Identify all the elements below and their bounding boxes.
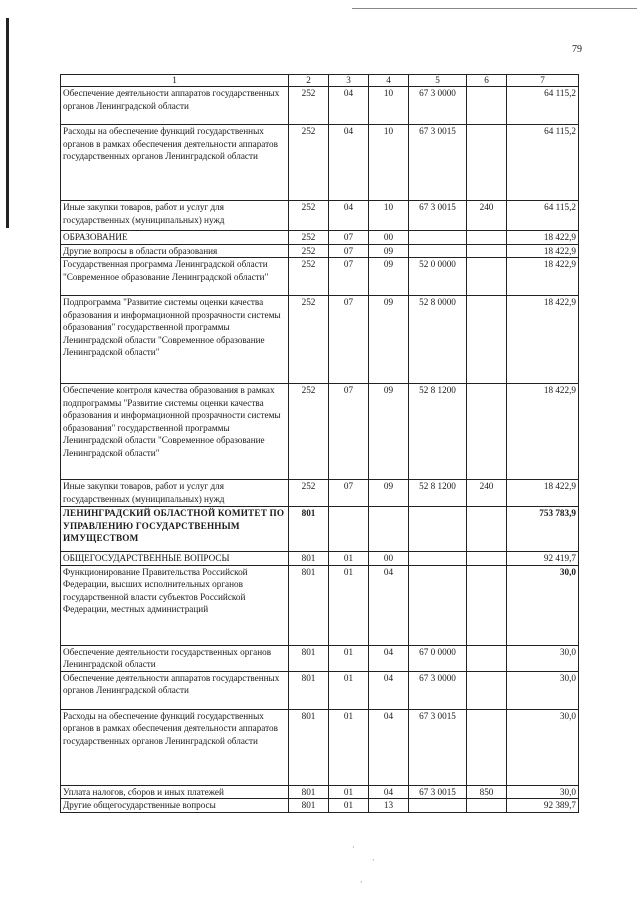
row-name-cell: Обеспечение деятельности аппаратов государственных органов Ленинградской области bbox=[61, 87, 289, 125]
row-name-cell: Обеспечение деятельности государственных органов Ленинградской области bbox=[61, 645, 289, 671]
table-row bbox=[61, 258, 579, 296]
row-section-code: 07 bbox=[329, 258, 369, 296]
row-ministry-code: 252 bbox=[289, 201, 329, 231]
row-subsection-code: 10 bbox=[369, 201, 409, 231]
row-ministry-code: 252 bbox=[289, 231, 329, 245]
row-expense-type bbox=[467, 125, 507, 201]
row-section-code: 01 bbox=[329, 671, 369, 709]
row-amount: 18 422,9 bbox=[507, 296, 579, 384]
row-subsection-code: 00 bbox=[369, 231, 409, 245]
row-section-code bbox=[329, 507, 369, 552]
row-target-article: 52 8 1200 bbox=[409, 480, 467, 507]
row-expense-type bbox=[467, 87, 507, 125]
row-amount: 64 115,2 bbox=[507, 87, 579, 125]
row-name-cell: Расходы на обеспечение функций государственных органов в рамках обеспечения деятельности аппаратов государственных органов Ленинградской области bbox=[61, 709, 289, 785]
table-row bbox=[61, 125, 579, 201]
row-expense-type bbox=[467, 258, 507, 296]
row-expense-type bbox=[467, 384, 507, 480]
row-section-code: 07 bbox=[329, 244, 369, 258]
row-name-cell: ОБРАЗОВАНИЕ bbox=[61, 231, 289, 245]
row-target-article: 67 3 0015 bbox=[409, 709, 467, 785]
row-name-cell: ЛЕНИНГРАДСКИЙ ОБЛАСТНОЙ КОМИТЕТ ПО УПРАВЛЕНИЮ ГОСУДАРСТВЕННЫМ ИМУЩЕСТВОМ bbox=[61, 507, 289, 552]
table-row bbox=[61, 645, 579, 671]
header-cell: 7 bbox=[507, 75, 579, 87]
row-name-cell: Функционирование Правительства Российской Федерации, высших исполнительных органов государственной власти субъектов Российской Федерации, местных администраций bbox=[61, 565, 289, 645]
row-target-article: 67 3 0000 bbox=[409, 671, 467, 709]
row-subsection-code: 09 bbox=[369, 258, 409, 296]
row-amount: 92 419,7 bbox=[507, 552, 579, 566]
row-amount: 30,0 bbox=[507, 671, 579, 709]
row-section-code: 04 bbox=[329, 201, 369, 231]
row-section-code: 04 bbox=[329, 125, 369, 201]
budget-table bbox=[60, 74, 579, 813]
row-target-article: 52 0 0000 bbox=[409, 258, 467, 296]
row-section-code: 01 bbox=[329, 799, 369, 813]
row-amount: 64 115,2 bbox=[507, 125, 579, 201]
row-ministry-code: 252 bbox=[289, 296, 329, 384]
row-subsection-code: 10 bbox=[369, 87, 409, 125]
row-target-article: 52 8 0000 bbox=[409, 296, 467, 384]
row-section-code: 01 bbox=[329, 785, 369, 799]
row-section-code: 07 bbox=[329, 384, 369, 480]
scan-edge-mark bbox=[6, 18, 9, 228]
table-row bbox=[61, 201, 579, 231]
table-row bbox=[61, 384, 579, 480]
row-expense-type bbox=[467, 645, 507, 671]
row-subsection-code: 04 bbox=[369, 565, 409, 645]
table-row bbox=[61, 507, 579, 552]
table-row bbox=[61, 671, 579, 709]
row-name-cell: Государственная программа Ленинградской области "Современное образование Ленинградской области" bbox=[61, 258, 289, 296]
row-ministry-code: 801 bbox=[289, 785, 329, 799]
row-expense-type: 240 bbox=[467, 201, 507, 231]
row-target-article bbox=[409, 552, 467, 566]
row-name-cell: Иные закупки товаров, работ и услуг для государственных (муниципальных) нужд bbox=[61, 201, 289, 231]
row-amount: 92 389,7 bbox=[507, 799, 579, 813]
row-target-article: 67 3 0015 bbox=[409, 201, 467, 231]
row-subsection-code: 09 bbox=[369, 384, 409, 480]
row-subsection-code: 09 bbox=[369, 480, 409, 507]
row-expense-type bbox=[467, 565, 507, 645]
row-ministry-code: 801 bbox=[289, 709, 329, 785]
row-name-cell: Обеспечение деятельности аппаратов государственных органов Ленинградской области bbox=[61, 671, 289, 709]
row-ministry-code: 801 bbox=[289, 565, 329, 645]
row-amount: 30,0 bbox=[507, 645, 579, 671]
row-amount: 18 422,9 bbox=[507, 384, 579, 480]
row-section-code: 01 bbox=[329, 709, 369, 785]
row-expense-type bbox=[467, 552, 507, 566]
row-subsection-code: 04 bbox=[369, 785, 409, 799]
table-row bbox=[61, 480, 579, 507]
row-subsection-code: 04 bbox=[369, 645, 409, 671]
row-section-code: 01 bbox=[329, 552, 369, 566]
row-name-cell: Уплата налогов, сборов и иных платежей bbox=[61, 785, 289, 799]
row-name-cell: Другие общегосударственные вопросы bbox=[61, 799, 289, 813]
row-amount: 30,0 bbox=[507, 709, 579, 785]
row-ministry-code: 801 bbox=[289, 552, 329, 566]
table-row bbox=[61, 799, 579, 813]
row-section-code: 01 bbox=[329, 565, 369, 645]
row-expense-type bbox=[467, 671, 507, 709]
row-target-article: 67 0 0000 bbox=[409, 645, 467, 671]
table-header-row bbox=[61, 75, 579, 87]
row-section-code: 04 bbox=[329, 87, 369, 125]
row-ministry-code: 252 bbox=[289, 384, 329, 480]
row-section-code: 01 bbox=[329, 645, 369, 671]
row-amount: 18 422,9 bbox=[507, 244, 579, 258]
row-target-article bbox=[409, 507, 467, 552]
scan-speck: · bbox=[360, 878, 363, 887]
row-expense-type bbox=[467, 296, 507, 384]
header-cell: 2 bbox=[289, 75, 329, 87]
row-target-article: 67 3 0015 bbox=[409, 125, 467, 201]
row-target-article bbox=[409, 244, 467, 258]
header-cell: 5 bbox=[409, 75, 467, 87]
row-amount: 753 783,9 bbox=[507, 507, 579, 552]
row-name-cell: Расходы на обеспечение функций государственных органов в рамках обеспечения деятельности аппаратов государственных органов Ленинградской области bbox=[61, 125, 289, 201]
row-target-article: 67 3 0000 bbox=[409, 87, 467, 125]
row-expense-type bbox=[467, 231, 507, 245]
scan-speck: · bbox=[352, 843, 355, 852]
row-subsection-code: 10 bbox=[369, 125, 409, 201]
row-target-article bbox=[409, 231, 467, 245]
row-expense-type bbox=[467, 244, 507, 258]
row-name-cell: Иные закупки товаров, работ и услуг для государственных (муниципальных) нужд bbox=[61, 480, 289, 507]
row-subsection-code: 09 bbox=[369, 296, 409, 384]
header-cell: 3 bbox=[329, 75, 369, 87]
row-section-code: 07 bbox=[329, 231, 369, 245]
row-name-cell: Подпрограмма "Развитие системы оценки качества образования и информационной прозрачности системы образования" государственной программы Ленинградской области "Современное образование Ленинградской области" bbox=[61, 296, 289, 384]
row-target-article bbox=[409, 565, 467, 645]
row-amount: 18 422,9 bbox=[507, 231, 579, 245]
row-amount: 18 422,9 bbox=[507, 480, 579, 507]
row-target-article bbox=[409, 799, 467, 813]
scan-speck: ` bbox=[372, 858, 375, 867]
row-amount: 18 422,9 bbox=[507, 258, 579, 296]
row-ministry-code: 801 bbox=[289, 507, 329, 552]
row-expense-type: 240 bbox=[467, 480, 507, 507]
page-number: 79 bbox=[572, 44, 582, 55]
row-ministry-code: 801 bbox=[289, 671, 329, 709]
row-subsection-code: 04 bbox=[369, 709, 409, 785]
row-subsection-code: 13 bbox=[369, 799, 409, 813]
row-target-article: 67 3 0015 bbox=[409, 785, 467, 799]
row-ministry-code: 252 bbox=[289, 87, 329, 125]
row-subsection-code: 09 bbox=[369, 244, 409, 258]
row-target-article: 52 8 1200 bbox=[409, 384, 467, 480]
row-subsection-code: 04 bbox=[369, 671, 409, 709]
row-expense-type bbox=[467, 709, 507, 785]
table-row bbox=[61, 231, 579, 245]
row-ministry-code: 801 bbox=[289, 645, 329, 671]
header-cell: 4 bbox=[369, 75, 409, 87]
row-name-cell: Обеспечение контроля качества образования в рамках подпрограммы "Развитие системы оценки качества образования и информационной прозрачности системы образования" государственной программы Ленинградской области "Современное образование Ленинградской области" bbox=[61, 384, 289, 480]
row-amount: 30,0 bbox=[507, 565, 579, 645]
row-name-cell: ОБЩЕГОСУДАРСТВЕННЫЕ ВОПРОСЫ bbox=[61, 552, 289, 566]
table-row bbox=[61, 87, 579, 125]
table-row bbox=[61, 296, 579, 384]
row-amount: 30,0 bbox=[507, 785, 579, 799]
row-subsection-code bbox=[369, 507, 409, 552]
table-row bbox=[61, 565, 579, 645]
row-expense-type bbox=[467, 799, 507, 813]
row-expense-type bbox=[467, 507, 507, 552]
header-cell: 6 bbox=[467, 75, 507, 87]
scan-top-line bbox=[352, 8, 637, 9]
header-cell: 1 bbox=[61, 75, 289, 87]
table-row bbox=[61, 552, 579, 566]
row-ministry-code: 252 bbox=[289, 244, 329, 258]
row-ministry-code: 252 bbox=[289, 480, 329, 507]
row-subsection-code: 00 bbox=[369, 552, 409, 566]
row-section-code: 07 bbox=[329, 480, 369, 507]
row-ministry-code: 252 bbox=[289, 125, 329, 201]
row-ministry-code: 252 bbox=[289, 258, 329, 296]
table-row bbox=[61, 244, 579, 258]
row-amount: 64 115,2 bbox=[507, 201, 579, 231]
row-expense-type: 850 bbox=[467, 785, 507, 799]
row-section-code: 07 bbox=[329, 296, 369, 384]
table-row bbox=[61, 785, 579, 799]
table-row bbox=[61, 709, 579, 785]
row-ministry-code: 801 bbox=[289, 799, 329, 813]
row-name-cell: Другие вопросы в области образования bbox=[61, 244, 289, 258]
